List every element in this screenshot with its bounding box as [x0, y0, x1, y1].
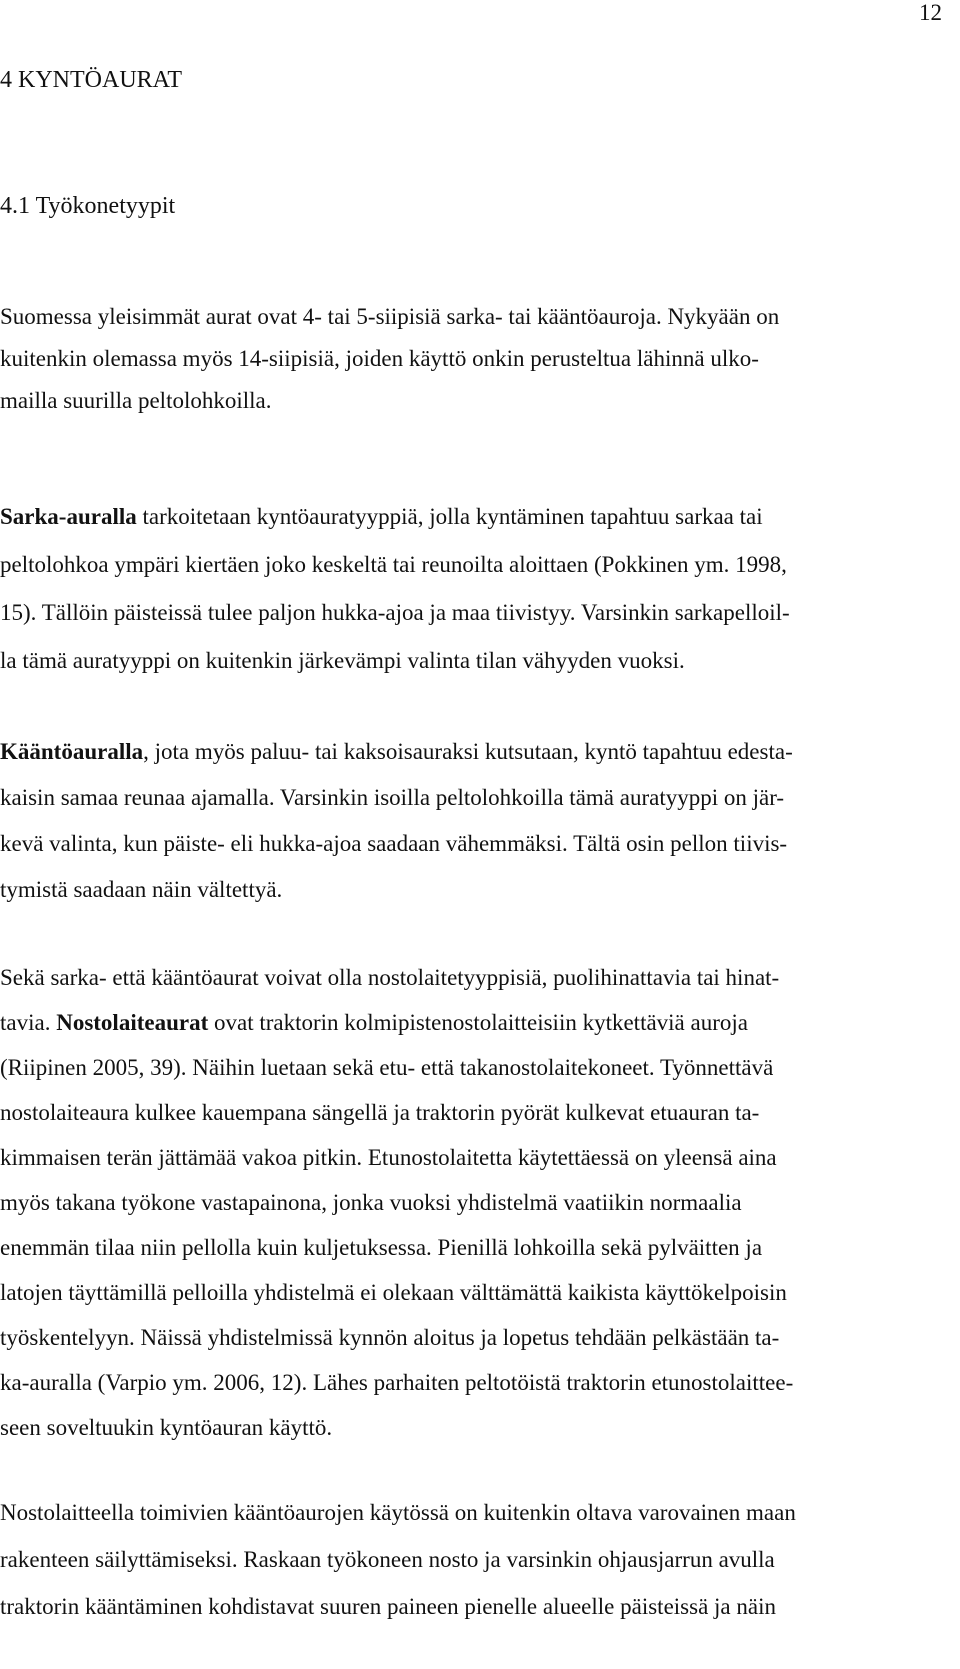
text-line: 15). Tällöin päisteissä tulee paljon hukka-ajoa ja maa tiivistyy. Varsinkin sarkapelloil- — [0, 600, 790, 625]
bold-term: Nostolaiteaurat — [56, 1010, 209, 1035]
text-line: Nostolaitteella toimivien kääntöaurojen käytössä on kuitenkin oltava varovainen maan — [0, 1500, 796, 1525]
section-heading: 4.1 Työkonetyypit — [0, 193, 176, 219]
text-line: ka-auralla (Varpio ym. 2006, 12). Lähes parhaiten peltotöistä traktorin etunostolaittee- — [0, 1370, 794, 1395]
bold-term: Kääntöauralla — [0, 739, 144, 764]
text-line: tymistä saadaan näin vältettyä. — [0, 877, 283, 902]
text-line: Sekä sarka- että kääntöaurat voivat olla nostolaitetyyppisiä, puolihinattavia tai hinat- — [0, 965, 780, 990]
text-line: traktorin kääntäminen kohdistavat suuren paineen pienelle alueelle päisteissä ja näin — [0, 1594, 776, 1619]
text-line: Kääntöauralla, jota myös paluu- tai kaksoisauraksi kutsutaan, kyntö tapahtuu edesta- — [0, 739, 793, 764]
text-line: Suomessa yleisimmät aurat ovat 4- tai 5-siipisiä sarka- tai kääntöauroja. Nykyään on — [0, 304, 780, 329]
text-line: tavia. Nostolaiteaurat ovat traktorin kolmipistenostolaitteisiin kytkettäviä auroja — [0, 1010, 748, 1035]
text-line: nostolaiteaura kulkee kauempana sängellä ja traktorin pyörät kulkevat etuauran ta- — [0, 1100, 760, 1125]
text-line: kuitenkin olemassa myös 14-siipisiä, joiden käyttö onkin perusteltua lähinnä ulko- — [0, 346, 759, 371]
paragraph-maan-rakenne — [0, 1489, 796, 1630]
text-line: kevä valinta, kun päiste- eli hukka-ajoa saadaan vähemmäksi. Tältä osin pellon tiivis- — [0, 831, 788, 856]
text-line: latojen täyttämillä pelloilla yhdistelmä ei olekaan välttämättä kaikista käyttökelpoisin — [0, 1280, 787, 1305]
text-line: la tämä auratyyppi on kuitenkin järkevämpi valinta tilan vähyyden vuoksi. — [0, 648, 685, 673]
text-line: peltolohkoa ympäri kiertäen joko keskeltä tai reunoilta aloittaen (Pokkinen ym. 1998, — [0, 552, 787, 577]
paragraph-nostolaiteaurat — [0, 955, 793, 1450]
text-line: seen soveltuukin kyntöauran käyttö. — [0, 1415, 333, 1440]
page-number: 12 — [919, 0, 942, 25]
paragraph-intro — [0, 296, 779, 422]
text-line: kaisin samaa reunaa ajamalla. Varsinkin isoilla peltolohkoilla tämä auratyyppi on jär- — [0, 785, 785, 810]
chapter-heading: 4 KYNTÖAURAT — [0, 67, 182, 93]
text-line: mailla suurilla peltolohkoilla. — [0, 388, 272, 413]
text-line: Sarka-auralla tarkoitetaan kyntöauratyyppiä, jolla kyntäminen tapahtuu sarkaa tai — [0, 504, 763, 529]
paragraph-kaantoaura — [0, 729, 793, 913]
paragraph-sarka-aura — [0, 493, 790, 685]
text-line: rakenteen säilyttämiseksi. Raskaan työkoneen nosto ja varsinkin ohjausjarrun avulla — [0, 1547, 775, 1572]
text-line: työskentelyyn. Näissä yhdistelmissä kynnön aloitus ja lopetus tehdään pelkästään ta- — [0, 1325, 780, 1350]
bold-term: Sarka-auralla — [0, 504, 137, 529]
text-line: kimmaisen terän jättämää vakoa pitkin. Etunostolaitetta käytettäessä on yleensä aina — [0, 1145, 777, 1170]
text-line: enemmän tilaa niin pellolla kuin kuljetuksessa. Pienillä lohkoilla sekä pylväitten ja — [0, 1235, 763, 1260]
text-line: myös takana työkone vastapainona, jonka vuoksi yhdistelmä vaatiikin normaalia — [0, 1190, 742, 1215]
text-line: (Riipinen 2005, 39). Näihin luetaan sekä etu- että takanostolaitekoneet. Työnnettävä — [0, 1055, 774, 1080]
